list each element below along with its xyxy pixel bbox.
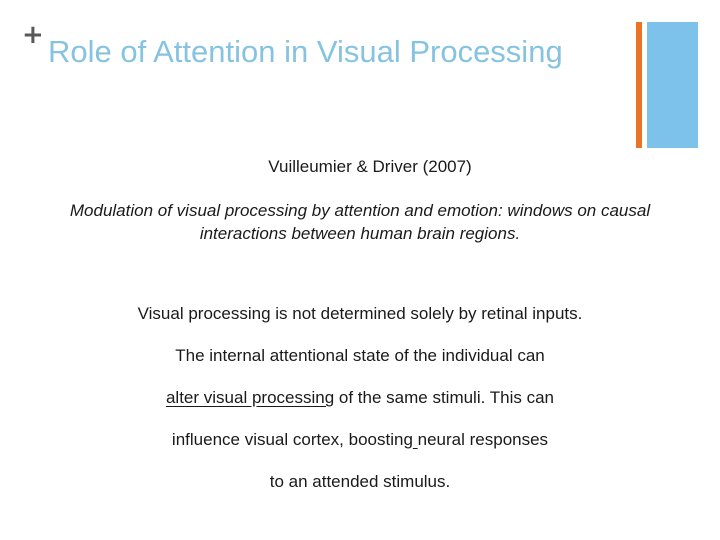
orange-accent-bar <box>636 22 642 148</box>
body-line-3 <box>0 388 720 408</box>
body-line-1: Visual processing is not determined solely by retinal inputs. <box>137 304 583 323</box>
body-line-3-rest: of the same stimuli. This can <box>334 388 555 407</box>
citation: Vuilleumier & Driver (2007) <box>268 157 472 176</box>
plus-icon: + <box>22 20 44 50</box>
blue-accent-bar <box>647 22 698 148</box>
body-line-4-rest: neural responses <box>417 430 549 449</box>
body-line-4 <box>0 430 720 450</box>
body-line-4-start: influence visual cortex, boosting <box>171 430 413 449</box>
paper-title: Modulation of visual processing by attention and emotion: windows on causal interactions between human brain regions. <box>69 201 651 243</box>
underlined-phrase: alter visual processing <box>165 388 335 407</box>
body-line-5: to an attended stimulus. <box>269 472 451 491</box>
body-line-2: The internal attentional state of the individual can <box>175 346 545 365</box>
slide-title: Role of Attention in Visual Processing <box>48 34 563 69</box>
